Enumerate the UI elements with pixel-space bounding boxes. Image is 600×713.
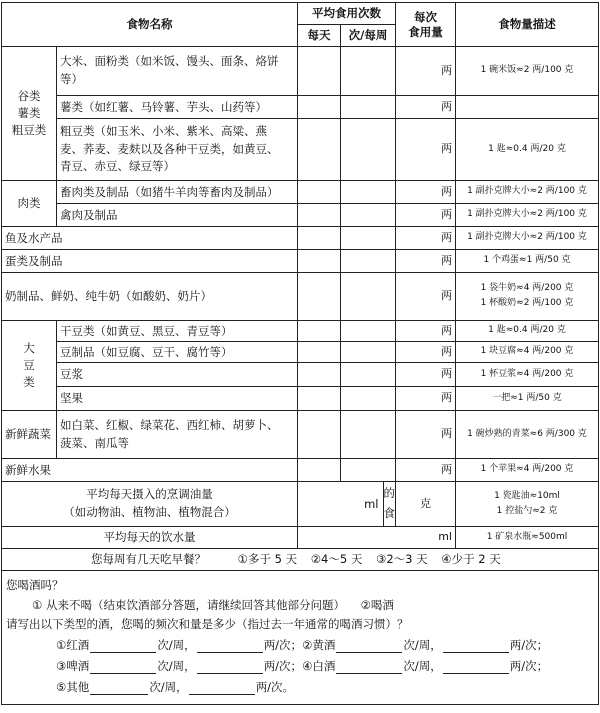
per-week-cell[interactable] [341, 459, 396, 482]
food-table [1, 2, 599, 705]
desc-fish: 1 副扑克牌大小≈2 两/100 克 [456, 227, 599, 250]
per-week-cell[interactable] [341, 273, 396, 321]
desc-water: 1 矿泉水瓶≈500ml [456, 527, 599, 549]
per-day-cell[interactable] [298, 204, 341, 227]
food-nuts: 坚果 [57, 387, 298, 411]
header-per-week: 次/每周 [341, 25, 396, 47]
per-week-cell[interactable] [341, 119, 396, 181]
group-label-meat: 肉类 [2, 181, 57, 227]
desc-rice-flour: 1 碗米饭≈2 两/100 克 [456, 47, 599, 96]
red-wine-amount-input[interactable] [197, 640, 263, 653]
alcohol-option-drink[interactable]: ②喝酒 [360, 598, 394, 612]
alcohol-row-3: ⑤其他 次/周， 两/次。 [56, 680, 295, 694]
water-label: 平均每天的饮水量 [2, 527, 298, 549]
per-week-cell[interactable] [341, 47, 396, 96]
desc-oil-salt: 1 瓷匙油≈10ml 1 控盐勺≈2 克 [456, 482, 599, 527]
amount-unit[interactable]: 两 [396, 387, 456, 411]
header-food-name: 食物名称 [2, 3, 298, 47]
desc-eggs: 1 个鸡蛋≈1 两/50 克 [456, 250, 599, 273]
food-red-meat: 畜肉类及制品（如猪牛羊肉等畜肉及制品） [57, 181, 298, 204]
desc-poultry: 1 副扑克牌大小≈2 两/100 克 [456, 204, 599, 227]
per-week-cell[interactable] [341, 227, 396, 250]
food-dry-beans: 干豆类（如黄豆、黑豆、青豆等） [57, 321, 298, 342]
per-day-cell[interactable] [298, 342, 341, 363]
amount-unit[interactable]: 两 [396, 227, 456, 250]
per-day-cell[interactable] [298, 227, 341, 250]
alcohol-row-2: ③啤酒 次/周， 两/次；④白酒 次/周， 两/次； [56, 659, 549, 673]
salt-unit[interactable]: 克 [396, 482, 456, 527]
food-soy-products: 豆制品（如豆腐、豆干、腐竹等） [57, 342, 298, 363]
food-vegetables: 如白菜、红椒、绿菜花、西红柿、胡萝卜、 菠菜、南瓜等 [57, 411, 298, 459]
breakfast-option-3[interactable]: ③2～3 天 [376, 552, 428, 567]
food-poultry: 禽肉及制品 [57, 204, 298, 227]
alcohol-option-never[interactable]: ① 从来不喝（结束饮酒部分答题，请继续回答其他部分问题） [32, 598, 345, 612]
header-per-amount: 每次 食用量 [396, 3, 456, 47]
food-dairy: 奶制品、鲜奶、纯牛奶（如酸奶、奶片） [2, 273, 298, 321]
liquor-amount-input[interactable] [443, 661, 509, 674]
alcohol-type-other: ⑤其他 [56, 680, 90, 694]
group-label-soy: 大 豆 类 [2, 321, 57, 411]
food-rice-flour: 大米、面粉类（如米饭、馒头、面条、烙饼 等） [57, 47, 298, 96]
per-day-cell[interactable] [298, 411, 341, 459]
per-day-cell[interactable] [298, 250, 341, 273]
amount-unit[interactable]: 两 [396, 204, 456, 227]
per-week-cell[interactable] [341, 250, 396, 273]
yellow-wine-times-input[interactable] [336, 640, 402, 653]
per-week-cell[interactable] [341, 411, 396, 459]
amount-unit[interactable]: 两 [396, 273, 456, 321]
amount-unit[interactable]: 两 [396, 47, 456, 96]
per-week-cell[interactable] [341, 321, 396, 342]
amount-unit[interactable]: 两 [396, 181, 456, 204]
food-fruit: 新鲜水果 [2, 459, 298, 482]
per-week-cell[interactable] [341, 181, 396, 204]
alcohol-type-yellow-wine: ②黄酒 [302, 638, 336, 652]
water-unit[interactable]: ml [298, 527, 456, 549]
amount-unit[interactable]: 两 [396, 459, 456, 482]
oil-unit[interactable]: ml [364, 496, 379, 511]
liquor-times-input[interactable] [336, 661, 402, 674]
desc-coarse-grains: 1 匙≈0.4 两/20 克 [456, 119, 599, 181]
food-coarse-grains: 粗豆类（如玉米、小米、紫米、高粱、燕 麦、荞麦、麦麸以及各种干豆类，如黄豆、 青豆、赤豆、绿豆等） [57, 119, 298, 181]
header-per-day: 每天 [298, 25, 341, 47]
desc-fruit: 1 个苹果≈4 两/200 克 [456, 459, 599, 482]
per-week-cell[interactable] [341, 96, 396, 119]
amount-unit[interactable]: 两 [396, 321, 456, 342]
beer-amount-input[interactable] [197, 661, 263, 674]
per-day-cell[interactable] [298, 387, 341, 411]
per-day-cell[interactable] [298, 459, 341, 482]
food-fish: 鱼及水产品 [2, 227, 298, 250]
oil-salt-cell [298, 482, 396, 527]
food-soy-milk: 豆浆 [57, 363, 298, 387]
oil-label: 平均每天摄入的烹调油量 （如动物油、植物油、植物混合） [2, 482, 298, 527]
per-day-cell[interactable] [298, 96, 341, 119]
amount-unit[interactable]: 两 [396, 363, 456, 387]
per-day-cell[interactable] [298, 321, 341, 342]
per-week-cell[interactable] [341, 363, 396, 387]
alcohol-row-1: ①红酒 次/周， 两/次；②黄酒 次/周， 两/次； [56, 638, 549, 652]
per-week-cell[interactable] [341, 204, 396, 227]
salt-label: 的食 [383, 482, 396, 526]
desc-dairy: 1 袋牛奶≈4 两/200 克 1 杯酸奶≈2 两/100 克 [456, 273, 599, 321]
per-day-cell[interactable] [298, 181, 341, 204]
desc-vegetables: 1 碗炒熟的青菜≈6 两/300 克 [456, 411, 599, 459]
yellow-wine-amount-input[interactable] [443, 640, 509, 653]
breakfast-question: 您每周有几天吃早餐？ [91, 552, 206, 567]
desc-tubers [456, 96, 599, 119]
breakfast-row [2, 549, 599, 571]
other-times-input[interactable] [90, 682, 148, 695]
header-desc: 食物量描述 [456, 3, 599, 47]
header-avg-freq: 平均食用次数 [298, 3, 396, 25]
breakfast-option-4[interactable]: ④少于 2 天 [441, 552, 501, 567]
breakfast-option-2[interactable]: ②4～5 天 [310, 552, 363, 567]
amount-unit[interactable]: 两 [396, 342, 456, 363]
per-week-cell[interactable] [341, 342, 396, 363]
amount-unit[interactable]: 两 [396, 119, 456, 181]
alcohol-options [32, 598, 394, 613]
amount-unit[interactable]: 两 [396, 250, 456, 273]
food-eggs: 蛋类及制品 [2, 250, 298, 273]
amount-unit[interactable]: 两 [396, 96, 456, 119]
per-day-cell[interactable] [298, 119, 341, 181]
desc-dry-beans: 1 匙≈0.4 两/20 克 [456, 321, 599, 342]
per-day-cell[interactable] [298, 273, 341, 321]
beer-times-input[interactable] [90, 661, 156, 674]
desc-nuts: 一把≈1 两/50 克 [456, 387, 599, 411]
group-label-grains: 谷类 薯类 粗豆类 [2, 47, 57, 181]
other-amount-input[interactable] [189, 682, 255, 695]
desc-soy-milk: 1 杯豆浆≈4 两/200 克 [456, 363, 599, 387]
desc-red-meat: 1 副扑克牌大小≈2 两/100 克 [456, 181, 599, 204]
food-tubers: 薯类（如红薯、马铃薯、芋头、山药等） [57, 96, 298, 119]
alcohol-question: 您喝酒吗？ [6, 578, 64, 592]
breakfast-option-1[interactable]: ①多于 5 天 [237, 552, 298, 567]
alcohol-type-liquor: ④白酒 [302, 659, 336, 673]
amount-unit[interactable]: 两 [396, 411, 456, 459]
per-day-cell[interactable] [298, 47, 341, 96]
per-day-cell[interactable] [298, 363, 341, 387]
alcohol-type-red-wine: ①红酒 [56, 638, 90, 652]
alcohol-instruction: 请写出以下类型的酒，您喝的频次和量是多少（指过去一年通常的喝酒习惯）？ [6, 617, 409, 631]
group-label-veg: 新鲜蔬菜 [2, 411, 57, 459]
alcohol-section [2, 571, 599, 705]
red-wine-times-input[interactable] [90, 640, 156, 653]
desc-soy-products: 1 块豆腐≈4 两/200 克 [456, 342, 599, 363]
per-week-cell[interactable] [341, 387, 396, 411]
alcohol-type-beer: ③啤酒 [56, 659, 90, 673]
